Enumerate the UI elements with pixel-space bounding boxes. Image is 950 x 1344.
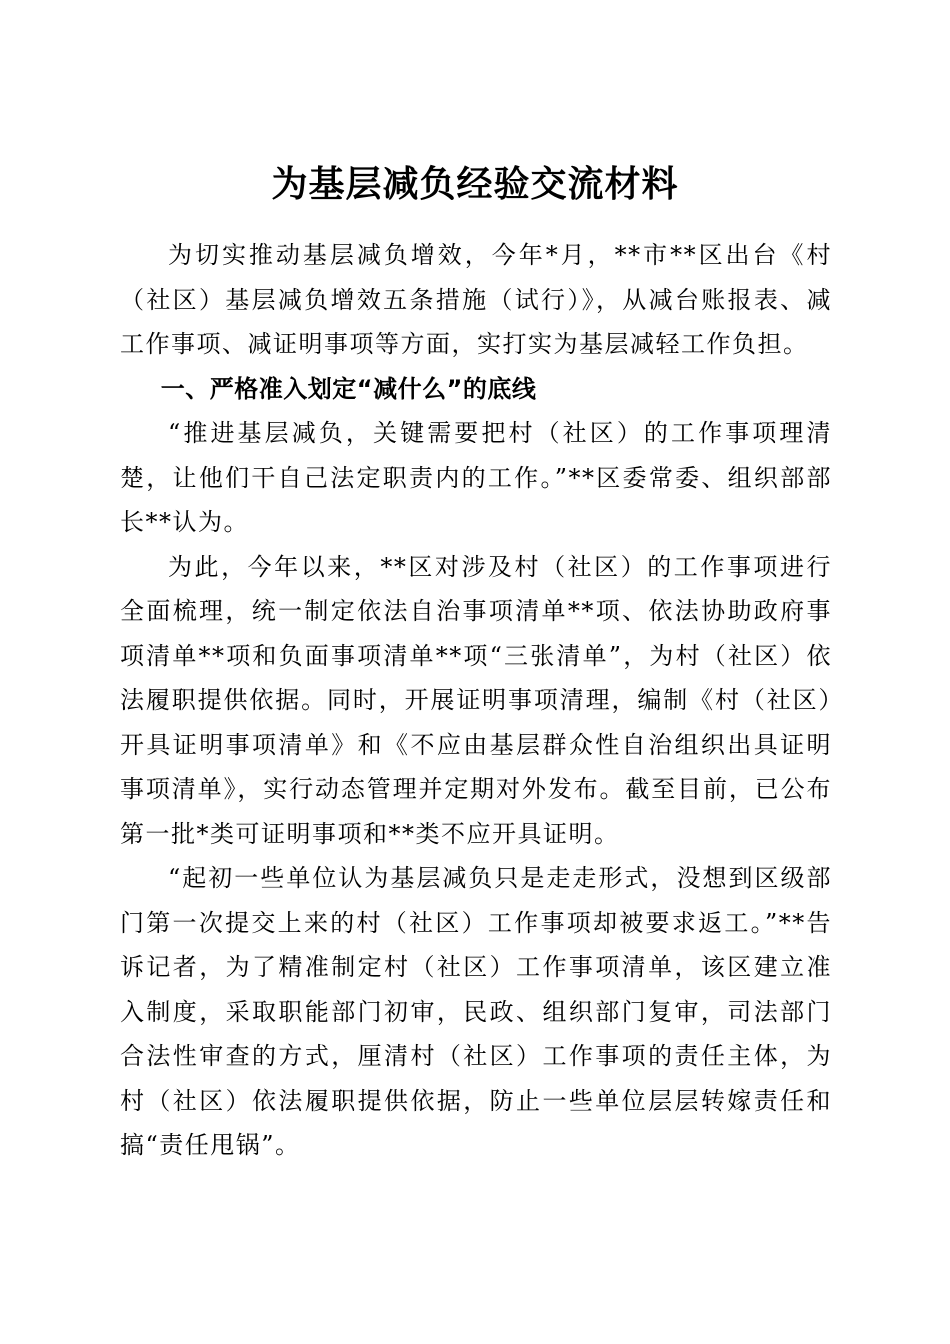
paragraph-intro: 为切实推动基层减负增效，今年*月，**市**区出台《村（社区）基层减负增效五条措施（试行）》，从减台账报表、减工作事项、减证明事项等方面，实打实为基层减轻工作负担。: [120, 241, 832, 358]
document-title: 为基层减负经验交流材料: [271, 163, 679, 206]
document-body: [120, 233, 832, 1168]
paragraph-quote: “推进基层减负，关键需要把村（社区）的工作事项理清楚，让他们干自己法定职责内的工作。”**区委常委、组织部部长**认为。: [120, 419, 832, 536]
section-heading: 一、严格准入划定“减什么”的底线: [160, 374, 537, 403]
paragraph-lists: 为此，今年以来，**区对涉及村（社区）的工作事项进行全面梳理，统一制定依法自治事项清单**项、依法协助政府事项清单**项和负面事项清单**项“三张清单”，为村（社区）依法履职提供依据。同时，开展证明事项清理，编制《村（社区）开具证明事项清单》和《不应由基层群众性自治组织出具证明事项清单》，实行动态管理并定期对外发布。截至目前，已公布第一批*类可证明事项和**类不应开具证明。: [120, 552, 832, 848]
paragraph-access-system: “起初一些单位认为基层减负只是走走形式，没想到区级部门第一次提交上来的村（社区）工作事项却被要求返工。”**告诉记者，为了精准制定村（社区）工作事项清单，该区建立准入制度，采取职能部门初审，民政、组织部门复审，司法部门合法性审查的方式，厘清村（社区）工作事项的责任主体，为村（社区）依法履职提供依据，防止一些单位层层转嫁责任和搞“责任甩锅”。: [120, 864, 832, 1159]
